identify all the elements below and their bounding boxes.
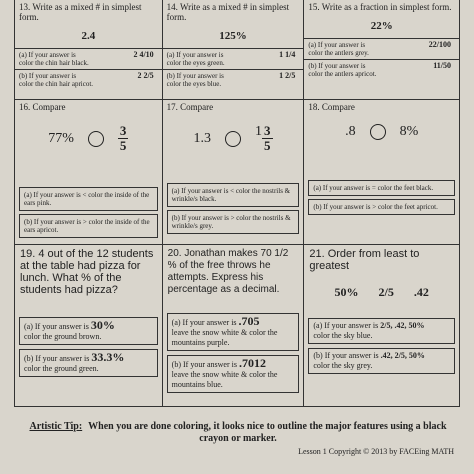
compare-circle-icon[interactable] bbox=[88, 131, 104, 147]
question-13 bbox=[15, 0, 163, 100]
question-20-option-b: (b) If your answer is .7012 leave the snow white & color the mountains blue. bbox=[167, 355, 300, 393]
question-16-compare: 77% $\frac{3}{5}$ bbox=[48, 123, 127, 153]
question-20-option-a: (a) If your answer is .705 leave the snow white & color the mountains purple. bbox=[167, 313, 300, 351]
question-18-compare: .8 8% bbox=[345, 124, 419, 139]
artistic-tip-label: Artistic Tip: bbox=[29, 421, 83, 432]
question-grid bbox=[14, 0, 460, 407]
artistic-tip bbox=[18, 421, 458, 445]
question-15-value: 22% bbox=[370, 20, 393, 32]
question-15 bbox=[304, 0, 460, 100]
question-21-option-b: (b) If your answer is .42, 2/5, 50% color the sky grey. bbox=[308, 348, 455, 374]
question-18-option-b: (b) If your answer is > color the feet apricot. bbox=[308, 199, 455, 215]
question-18-option-a: (a) If your answer is = color the feet black. bbox=[308, 180, 455, 196]
question-17-title: 17. Compare bbox=[166, 102, 214, 112]
question-17-compare: 1.3 1 $\frac{3}{5}$ bbox=[193, 123, 271, 153]
copyright: Lesson 1 Copyright © 2013 by FACEing MATH bbox=[298, 447, 454, 456]
question-17-fraction: $\frac{3}{5}$ bbox=[264, 123, 271, 153]
question-19-title: 19. 4 out of the 12 students at the table had pizza for lunch. What % of the students had pizza? bbox=[20, 248, 154, 296]
question-13-title: 13. Write as a mixed # in simplest form. bbox=[19, 2, 142, 22]
compare-circle-icon[interactable] bbox=[225, 131, 241, 147]
question-16 bbox=[15, 100, 163, 245]
question-17-option-a: (a) If your answer is < color the nostrils & wrinkle/s black. bbox=[167, 183, 300, 207]
question-16-option-a: (a) If your answer is < color the inside of the ears pink. bbox=[19, 187, 158, 211]
question-14 bbox=[163, 0, 305, 100]
question-14-value: 125% bbox=[219, 30, 247, 42]
question-13-option-b: (b) If your answer is 2 2/5 color the chin hair apricot. bbox=[15, 69, 162, 90]
question-15-option-a: (a) If your answer is 22/100 color the antlers grey. bbox=[304, 38, 459, 59]
question-21-items: 50% 2/5 .42 bbox=[334, 285, 429, 299]
question-20-title: 20. Jonathan makes 70 1/2 % of the free throws he attempts. Express his percentage as a decimal. bbox=[167, 248, 289, 295]
artistic-tip-text: When you are done coloring, it looks nice to outline the major features using a black crayon or marker. bbox=[88, 421, 447, 444]
question-14-option-a: (a) If your answer is 1 1/4 color the eyes green. bbox=[163, 48, 304, 69]
question-13-option-a: (a) If your answer is 2 4/10 color the chin hair black. bbox=[15, 48, 162, 69]
question-15-option-b: (b) If your answer is 11/50 color the antlers apricot. bbox=[304, 59, 459, 80]
question-19-option-a: (a) If your answer is 30% color the ground brown. bbox=[19, 317, 158, 345]
compare-circle-icon[interactable] bbox=[370, 124, 386, 140]
question-17 bbox=[163, 100, 305, 245]
question-14-option-b: (b) If your answer is 1 2/5 color the eyes blue. bbox=[163, 69, 304, 90]
question-21-title: 21. Order from least to greatest bbox=[309, 248, 420, 272]
question-18-title: 18. Compare bbox=[308, 102, 355, 112]
question-13-value: 2.4 bbox=[81, 30, 96, 42]
question-20 bbox=[163, 245, 305, 407]
question-16-option-b: (b) If your answer is > color the inside of the ears apricot. bbox=[19, 214, 158, 238]
question-15-title: 15. Write as a fraction in simplest form. bbox=[308, 2, 452, 12]
question-21-option-a: (a) If your answer is 2/5, .42, 50% color the sky blue. bbox=[308, 318, 455, 344]
question-19 bbox=[15, 245, 163, 407]
question-21 bbox=[304, 245, 460, 407]
question-14-title: 14. Write as a mixed # in simplest form. bbox=[166, 2, 290, 22]
question-16-title: 16. Compare bbox=[19, 102, 66, 112]
question-17-option-b: (b) If your answer is > color the nostrils & wrinkle/s grey. bbox=[167, 210, 300, 234]
question-18 bbox=[304, 100, 460, 245]
question-16-fraction: $\frac{3}{5}$ bbox=[119, 123, 127, 153]
question-19-option-b: (b) If your answer is 33.3% color the ground green. bbox=[19, 349, 158, 377]
